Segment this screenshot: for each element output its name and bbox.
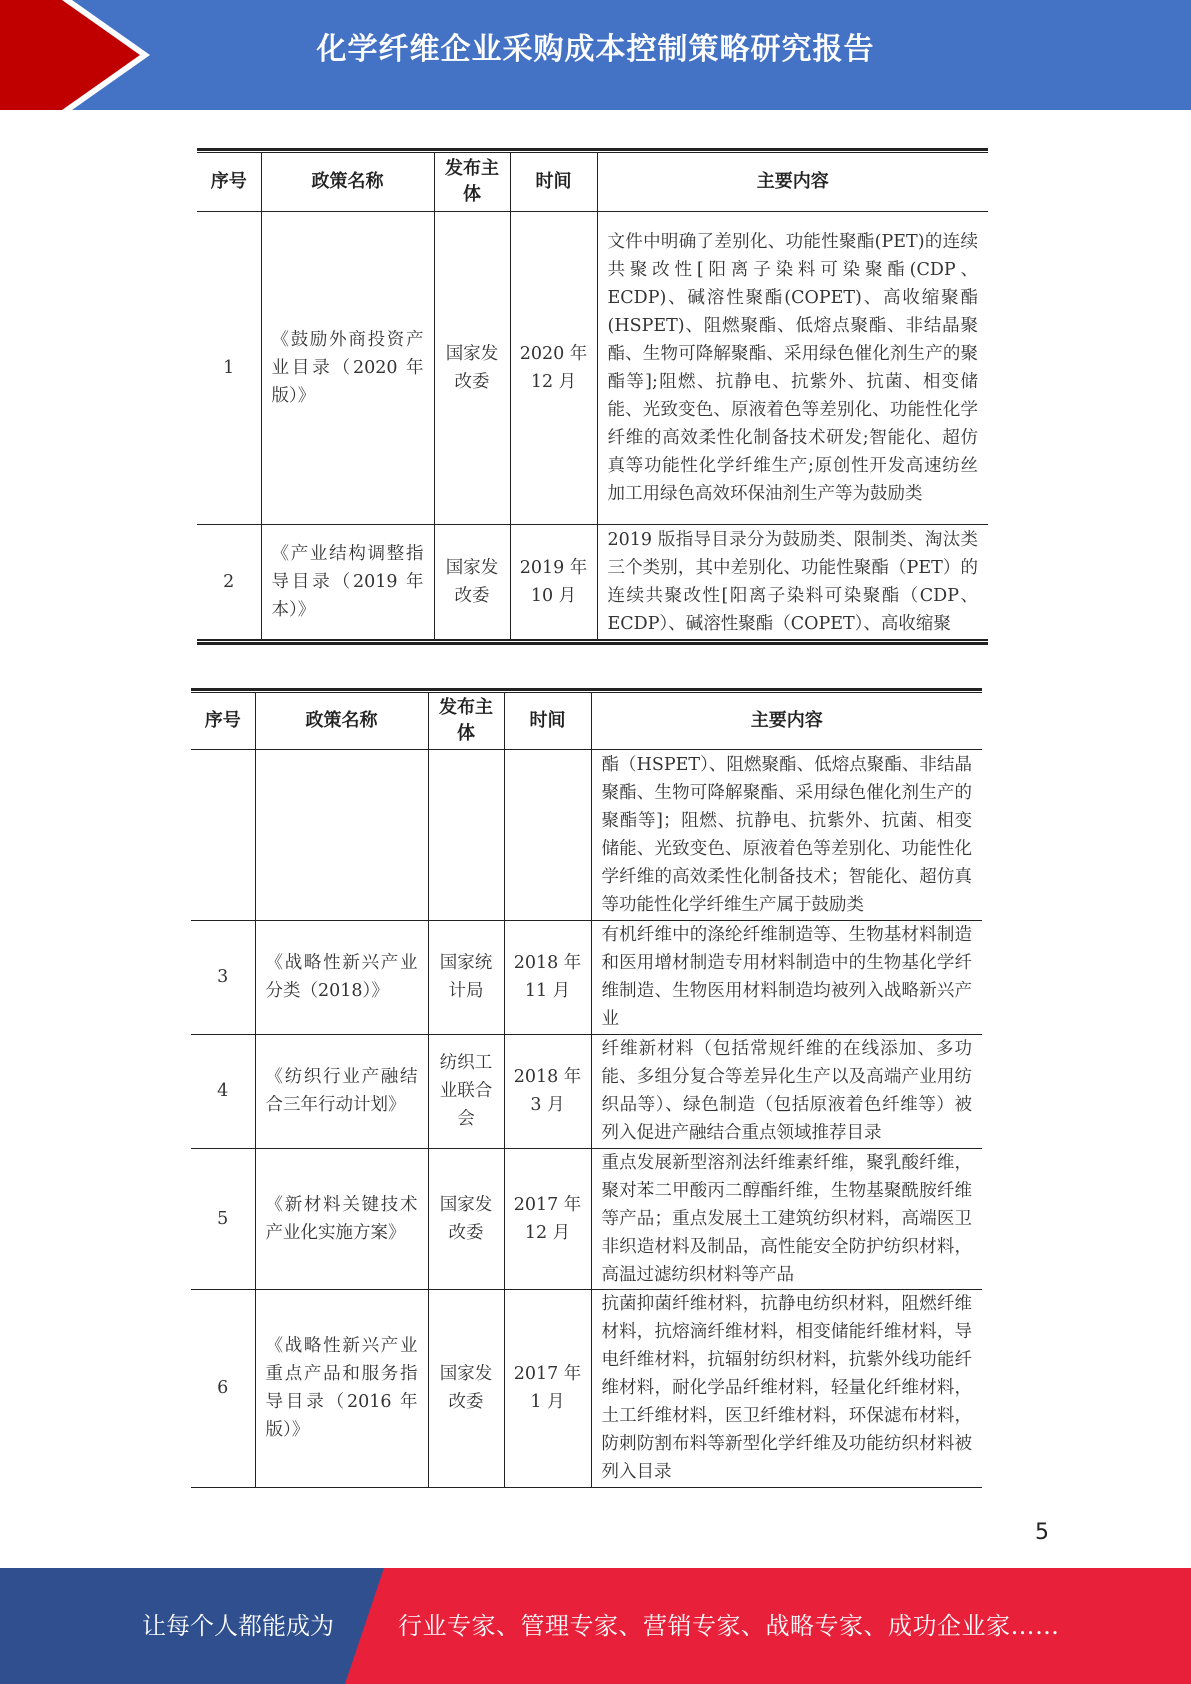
cell-time: 2017 年 12 月 bbox=[504, 1148, 591, 1289]
table-row bbox=[191, 749, 982, 920]
cell-no bbox=[191, 749, 255, 920]
cell-name: 《纺织行业产融结合三年行动计划》 bbox=[255, 1034, 428, 1148]
table-row bbox=[191, 920, 982, 1034]
header-no: 序号 bbox=[197, 153, 261, 211]
cell-time: 2018 年 11 月 bbox=[504, 920, 591, 1034]
header-issuer: 发布主体 bbox=[434, 153, 510, 211]
cell-issuer: 国家统计局 bbox=[428, 920, 504, 1034]
page-header bbox=[0, 0, 1191, 110]
cell-no: 6 bbox=[191, 1289, 255, 1487]
report-title: 化学纤维企业采购成本控制策略研究报告 bbox=[316, 32, 875, 67]
cell-content: 2019 版指导目录分为鼓励类、限制类、淘汰类三个类别，其中差别化、功能性聚酯（PET）的连续共聚改性[阳离子染料可染聚酯（CDP、ECDP）、碱溶性聚酯（COPET）、高收缩聚 bbox=[597, 524, 988, 639]
page-number: 5 bbox=[1035, 1520, 1049, 1545]
cell-issuer: 纺织工业联合会 bbox=[428, 1034, 504, 1148]
table-row bbox=[191, 1034, 982, 1148]
cell-name: 《新材料关键技术产业化实施方案》 bbox=[255, 1148, 428, 1289]
cell-name: 《产业结构调整指导目录（2019 年本）》 bbox=[261, 524, 434, 639]
header-content: 主要内容 bbox=[597, 153, 988, 211]
cell-issuer: 国家发改委 bbox=[434, 524, 510, 639]
table-row bbox=[197, 211, 988, 524]
cell-name: 《战略性新兴产业重点产品和服务指导目录（2016 年版）》 bbox=[255, 1289, 428, 1487]
cell-content: 有机纤维中的涤纶纤维制造等、生物基材料制造和医用增材制造专用材料制造中的生物基化学纤维制造、生物医用材料制造均被列入战略新兴产业 bbox=[591, 920, 982, 1034]
cell-issuer: 国家发改委 bbox=[428, 1289, 504, 1487]
cell-no: 2 bbox=[197, 524, 261, 639]
table-row bbox=[191, 1289, 982, 1487]
cell-name: 《鼓励外商投资产业目录（2020 年版）》 bbox=[261, 211, 434, 524]
policy-table-1 bbox=[197, 148, 988, 640]
cell-time: 2018 年 3 月 bbox=[504, 1034, 591, 1148]
header-content: 主要内容 bbox=[591, 693, 982, 749]
cell-content: 重点发展新型溶剂法纤维素纤维，聚乳酸纤维，聚对苯二甲酸丙二醇酯纤维，生物基聚酰胺纤维等产品；重点发展土工建筑纺织材料，高端医卫非织造材料及制品，高性能安全防护纺织材料，高温过滤纺织材料等产品 bbox=[591, 1148, 982, 1289]
cell-content: 纤维新材料（包括常规纤维的在线添加、多功能、多组分复合等差异化生产以及高端产业用纺织品等）、绿色制造（包括原液着色纤维等）被列入促进产融结合重点领域推荐目录 bbox=[591, 1034, 982, 1148]
cell-name bbox=[255, 749, 428, 920]
cell-no: 3 bbox=[191, 920, 255, 1034]
footer-slogan-left: 让每个人都能成为 bbox=[142, 1612, 334, 1640]
header-time: 时间 bbox=[504, 693, 591, 749]
cell-content: 酯（HSPET）、阻燃聚酯、低熔点聚酯、非结晶聚酯、生物可降解聚酯、采用绿色催化剂生产的聚酯等]；阻燃、抗静电、抗紫外、抗菌、相变储能、光致变色、原液着色等差别化、功能性化学纤维的高效柔性化制备技术；智能化、超仿真等功能性化学纤维生产属于鼓励类 bbox=[591, 749, 982, 920]
cell-no: 5 bbox=[191, 1148, 255, 1289]
cell-time bbox=[504, 749, 591, 920]
header-issuer: 发布主体 bbox=[428, 693, 504, 749]
page-footer bbox=[0, 1568, 1191, 1684]
cell-time: 2020 年 12 月 bbox=[510, 211, 597, 524]
cell-content: 抗菌抑菌纤维材料，抗静电纺织材料，阻燃纤维材料，抗熔滴纤维材料，相变储能纤维材料，导电纤维材料，抗辐射纺织材料，抗紫外线功能纤维材料，耐化学品纤维材料，轻量化纤维材料，土工纤维材料，医卫纤维材料，环保滤布材料，防刺防割布料等新型化学纤维及功能纺织材料被列入目录 bbox=[591, 1289, 982, 1487]
cell-name: 《战略性新兴产业分类（2018）》 bbox=[255, 920, 428, 1034]
policy-table-2 bbox=[191, 688, 982, 1488]
cell-issuer: 国家发改委 bbox=[428, 1148, 504, 1289]
table-row bbox=[191, 1148, 982, 1289]
cell-no: 1 bbox=[197, 211, 261, 524]
table-row bbox=[197, 524, 988, 639]
cell-issuer bbox=[428, 749, 504, 920]
header-time: 时间 bbox=[510, 153, 597, 211]
header-name: 政策名称 bbox=[261, 153, 434, 211]
header-name: 政策名称 bbox=[255, 693, 428, 749]
cell-time: 2019 年 10 月 bbox=[510, 524, 597, 639]
header-no: 序号 bbox=[191, 693, 255, 749]
footer-slogan-right: 行业专家、管理专家、营销专家、战略专家、成功企业家…… bbox=[398, 1612, 1060, 1640]
cell-no: 4 bbox=[191, 1034, 255, 1148]
cell-time: 2017 年 1 月 bbox=[504, 1289, 591, 1487]
cell-content: 文件中明确了差别化、功能性聚酯(PET)的连续共聚改性[阳离子染料可染聚酯(CDP、ECDP)、碱溶性聚酯(COPET)、高收缩聚酯(HSPET)、阻燃聚酯、低熔点聚酯、非结晶聚酯、生物可降解聚酯、采用绿色催化剂生产的聚酯等];阻燃、抗静电、抗紫外、抗菌、相变储能、光致变色、原液着色等差别化、功能性化学纤维的高效柔性化制备技术研发;智能化、超仿真等功能性化学纤维生产;原创性开发高速纺丝加工用绿色高效环保油剂生产等为鼓励类 bbox=[597, 211, 988, 524]
cell-issuer: 国家发改委 bbox=[434, 211, 510, 524]
